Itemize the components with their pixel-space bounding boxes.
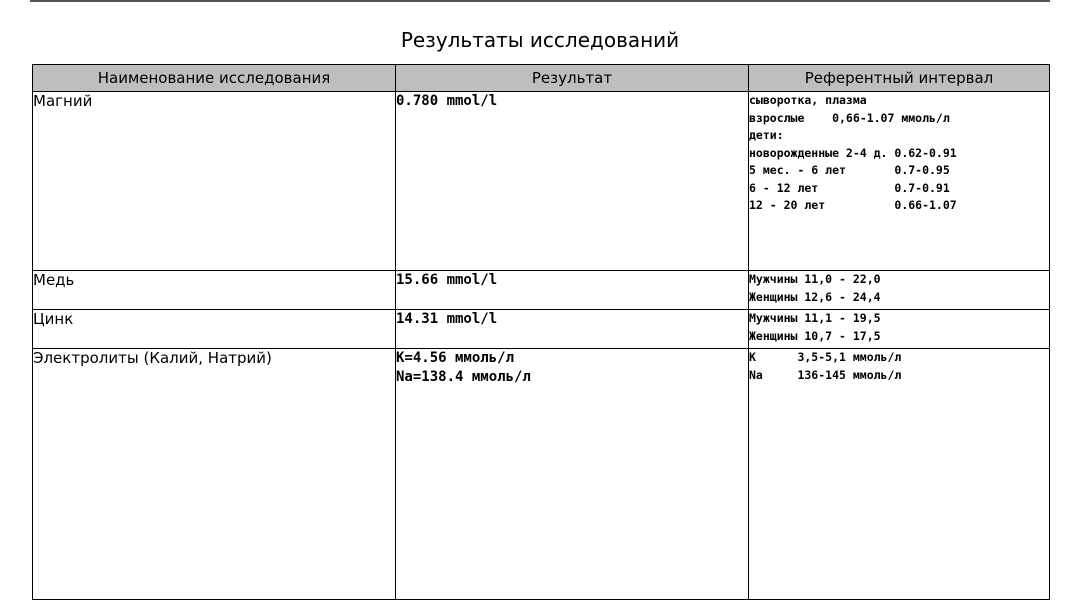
test-result	[396, 271, 749, 310]
test-result	[396, 310, 749, 349]
table-header-row	[33, 65, 1050, 92]
test-result	[396, 92, 749, 271]
reference-interval	[749, 271, 1050, 310]
test-name: Медь	[33, 271, 396, 310]
reference-line: новорожденные 2-4 д. 0.62-0.91	[749, 145, 957, 160]
reference-line: 12 - 20 лет 0.66-1.07	[749, 198, 957, 212]
top-rule	[30, 0, 1050, 2]
test-name: Электролиты (Калий, Натрий)	[33, 349, 396, 600]
column-header-result: Результат	[396, 65, 749, 92]
test-result	[396, 349, 749, 600]
result-line: 14.31 mmol/l	[396, 311, 498, 327]
reference-line: Женщины 12,6 - 24,4	[749, 289, 881, 304]
result-line: 0.780 mmol/l	[396, 93, 498, 109]
reference-line: Мужчины 11,0 - 22,0	[749, 272, 881, 286]
reference-line: взрослые 0,66-1.07 ммоль/л	[749, 110, 950, 125]
reference-interval	[749, 310, 1050, 349]
reference-interval	[749, 349, 1050, 600]
table-row-zinc	[33, 310, 1050, 349]
result-line: K=4.56 ммоль/л	[396, 350, 515, 366]
reference-line: Мужчины 11,1 - 19,5	[749, 311, 881, 325]
reference-line: Na 136-145 ммоль/л	[749, 367, 902, 382]
column-header-name: Наименование исследования	[33, 65, 396, 92]
page-title: Результаты исследований	[400, 28, 680, 52]
column-header-reference: Референтный интервал	[749, 65, 1050, 92]
reference-interval	[749, 92, 1050, 271]
results-table	[32, 64, 1050, 600]
reference-line: 5 мес. - 6 лет 0.7-0.95	[749, 163, 950, 177]
result-line: Na=138.4 ммоль/л	[396, 369, 531, 385]
reference-line: сыворотка, плазма	[749, 93, 867, 107]
result-line: 15.66 mmol/l	[396, 272, 498, 288]
test-name: Магний	[33, 92, 396, 271]
test-name: Цинк	[33, 310, 396, 349]
table-row-electrolytes	[33, 349, 1050, 600]
reference-line: K 3,5-5,1 ммоль/л	[749, 350, 902, 364]
reference-line: Женщины 10,7 - 17,5	[749, 328, 881, 343]
table-row-copper	[33, 271, 1050, 310]
reference-line: 6 - 12 лет 0.7-0.91	[749, 180, 950, 195]
reference-line: дети:	[749, 128, 784, 142]
table-row-magnesium	[33, 92, 1050, 271]
